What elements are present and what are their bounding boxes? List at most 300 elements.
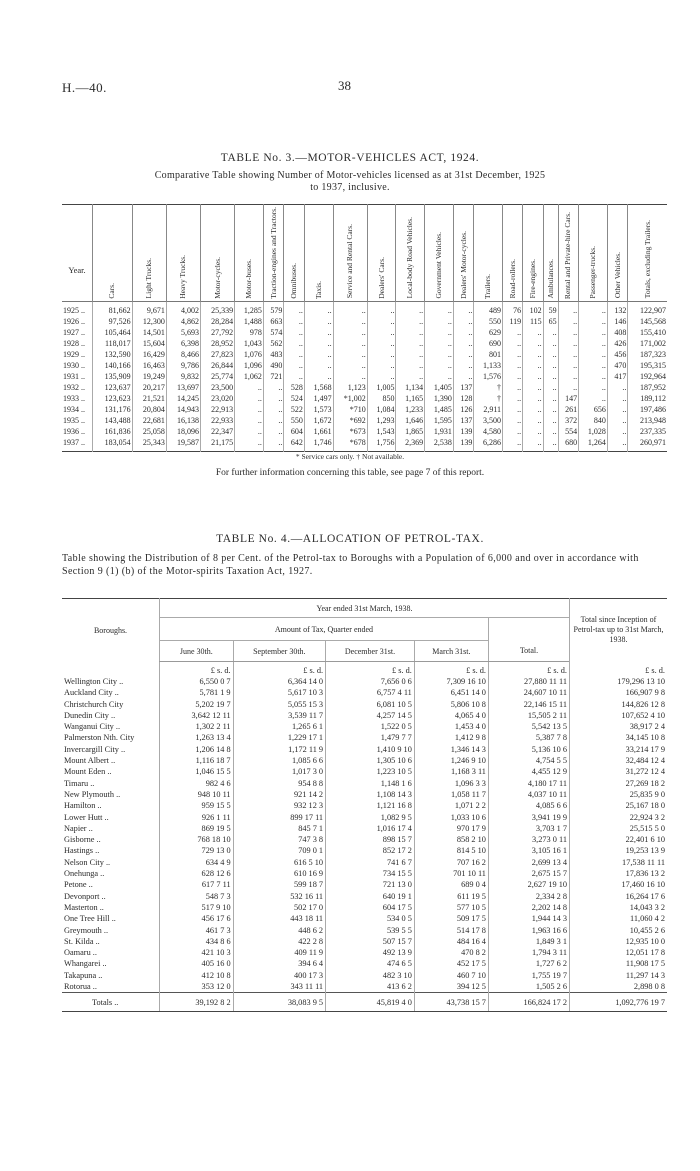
vehicle-count-cell: 147: [558, 393, 579, 404]
amount-cell: 1,033 10 6: [414, 812, 488, 823]
year-header: Year ended 31st March, 1938.: [160, 599, 570, 618]
quarter-header: September 30th.: [233, 641, 325, 662]
vehicle-count-cell: 12,300: [132, 316, 166, 327]
vehicle-count-cell: 22,913: [200, 404, 234, 415]
vehicle-count-cell: 1,573: [304, 404, 333, 415]
vehicle-count-cell: 550: [474, 316, 503, 327]
year-cell: 1936 ..: [63, 426, 85, 436]
vehicles-col-header: [543, 205, 558, 302]
amount-cell: 1,016 17 4: [326, 823, 415, 834]
amount-cell: 3,273 0 11: [488, 834, 569, 845]
col-label: Ambulances.: [545, 259, 555, 299]
col-label: Fire-engines.: [527, 259, 537, 299]
amount-cell: 17,538 11 11: [570, 857, 668, 868]
table-row: [62, 778, 667, 789]
borough-name: Palmerston Nth. City: [64, 733, 135, 743]
table-row: [62, 766, 667, 777]
table-row: [62, 857, 667, 868]
vehicle-count-cell: ..: [503, 382, 523, 393]
vehicle-count-cell: ..: [523, 327, 544, 338]
vehicle-count-cell: 27,823: [200, 349, 234, 360]
amount-cell: 31,272 12 4: [570, 766, 668, 777]
vehicle-count-cell: 1,165: [396, 393, 425, 404]
amount-cell: 640 19 1: [326, 891, 415, 902]
amount-cell: 16,264 17 6: [570, 891, 668, 902]
vehicle-count-cell: 115: [523, 316, 544, 327]
amount-cell: 1,505 2 6: [488, 981, 569, 993]
amount-cell: 599 18 7: [233, 879, 325, 890]
vehicle-count-cell: 21,521: [132, 393, 166, 404]
vehicles-col-header: [425, 205, 454, 302]
table-row: [62, 789, 667, 800]
vehicle-count-cell: ..: [333, 316, 367, 327]
amount-cell: 413 6 2: [326, 981, 415, 993]
vehicle-count-cell: ..: [396, 301, 425, 316]
vehicle-count-cell: 1,293: [367, 415, 396, 426]
vehicles-col-header: [284, 205, 305, 302]
since-inception-header: Total since Inception of Petrol-tax up to 31st March, 1938.: [570, 599, 668, 662]
year-cell: 1932 ..: [63, 382, 85, 392]
vehicle-count-cell: 1,043: [235, 338, 264, 349]
col-label: Government Vehicles.: [433, 232, 443, 299]
table-row: [62, 349, 667, 360]
vehicle-count-cell: ..: [558, 371, 579, 382]
year-cell: 1933 ..: [63, 393, 85, 403]
vehicle-count-cell: ..: [607, 404, 628, 415]
table-row: [62, 744, 667, 755]
year-cell: 1937 ..: [63, 437, 85, 447]
units-cell: £ s. d.: [414, 662, 488, 677]
year-cell: 1929 ..: [63, 349, 85, 359]
amount-cell: 3,703 1 7: [488, 823, 569, 834]
vehicle-count-cell: 1,390: [425, 393, 454, 404]
amount-cell: 1,148 1 6: [326, 778, 415, 789]
amount-cell: 10,455 2 6: [570, 925, 668, 936]
vehicle-count-cell: 261: [558, 404, 579, 415]
vehicle-count-cell: ..: [607, 382, 628, 393]
amount-cell: 3,105 16 1: [488, 845, 569, 856]
vehicle-count-cell: 76: [503, 301, 523, 316]
borough-name: Hastings ..: [64, 846, 100, 856]
vehicle-count-cell: 27,792: [200, 327, 234, 338]
vehicles-col-header: [523, 205, 544, 302]
table-row: [62, 699, 667, 710]
vehicle-count-cell: 656: [579, 404, 608, 415]
col-label: Taxis.: [313, 280, 323, 299]
vehicle-count-cell: ..: [543, 426, 558, 437]
borough-name: New Plymouth ..: [64, 789, 121, 799]
vehicle-count-cell: 195,315: [628, 360, 667, 371]
vehicle-count-cell: 81,662: [93, 301, 133, 316]
table-row: [62, 936, 667, 947]
amount-cell: 852 17 2: [326, 845, 415, 856]
amount-cell: 5,617 10 3: [233, 687, 325, 698]
vehicle-count-cell: 187,952: [628, 382, 667, 393]
col-label: Motor-cycles.: [212, 256, 222, 299]
vehicle-count-cell: 483: [263, 349, 284, 360]
vehicle-count-cell: 13,697: [166, 382, 200, 393]
vehicle-count-cell: 25,774: [200, 371, 234, 382]
vehicle-count-cell: 237,335: [628, 426, 667, 437]
vehicle-count-cell: 1,123: [333, 382, 367, 393]
vehicle-count-cell: 14,501: [132, 327, 166, 338]
units-spacer: [62, 662, 160, 677]
vehicle-count-cell: ..: [543, 371, 558, 382]
year-cell: 1926 ..: [63, 316, 85, 326]
vehicle-count-cell: 171,002: [628, 338, 667, 349]
vehicles-col-header: [235, 205, 264, 302]
vehicle-count-cell: ..: [263, 382, 284, 393]
vehicle-count-cell: ..: [304, 338, 333, 349]
table-row: [62, 710, 667, 721]
vehicles-col-header: [62, 205, 93, 302]
amount-cell: 2,334 2 8: [488, 891, 569, 902]
col-label: Heavy Trucks.: [178, 254, 188, 299]
table-row: [62, 437, 667, 452]
vehicle-count-cell: 372: [558, 415, 579, 426]
vehicle-count-cell: 155,410: [628, 327, 667, 338]
amount-cell: 5,781 1 9: [160, 687, 234, 698]
col-label: Traction-engines and Tractors.: [268, 207, 278, 299]
table-row: [62, 845, 667, 856]
vehicle-count-cell: 22,933: [200, 415, 234, 426]
borough-name: Devonport ..: [64, 891, 106, 901]
vehicle-count-cell: 123,623: [93, 393, 133, 404]
totals-cell: 166,824 17 2: [488, 993, 569, 1012]
vehicle-count-cell: 1,672: [304, 415, 333, 426]
amount-cell: 412 10 8: [160, 970, 234, 981]
vehicle-count-cell: 1,931: [425, 426, 454, 437]
borough-name: Wanganui City ..: [64, 722, 121, 732]
units-row: [62, 662, 667, 677]
vehicle-count-cell: 137: [453, 382, 474, 393]
vehicle-count-cell: 6,398: [166, 338, 200, 349]
amount-cell: 1,302 2 11: [160, 721, 234, 732]
table4-title: TABLE No. 4.—ALLOCATION OF PETROL-TAX.: [216, 533, 484, 545]
table-row: [62, 823, 667, 834]
total-header-spacer: [488, 618, 569, 641]
amount-cell: 400 17 3: [233, 970, 325, 981]
vehicle-count-cell: 3,500: [474, 415, 503, 426]
totals-cell: 38,083 9 5: [233, 993, 325, 1012]
vehicle-count-cell: 161,836: [93, 426, 133, 437]
vehicle-count-cell: 1,646: [396, 415, 425, 426]
vehicle-count-cell: ..: [579, 382, 608, 393]
table-row: [62, 902, 667, 913]
amount-cell: 3,642 12 11: [160, 710, 234, 721]
vehicle-count-cell: ..: [367, 371, 396, 382]
table-row: [62, 812, 667, 823]
amount-cell: 532 16 11: [233, 891, 325, 902]
amount-cell: 22,401 6 10: [570, 834, 668, 845]
vehicle-count-cell: ..: [425, 360, 454, 371]
quarter-header: June 30th.: [160, 641, 234, 662]
table-row: [62, 687, 667, 698]
col-label: Dealers' Cars.: [376, 256, 386, 299]
vehicle-count-cell: 137: [453, 415, 474, 426]
vehicle-count-cell: 1,756: [367, 437, 396, 452]
borough-name: One Tree Hill ..: [64, 914, 116, 924]
borough-name: St. Kilda ..: [64, 936, 100, 946]
amount-cell: 1,453 4 0: [414, 721, 488, 732]
vehicle-count-cell: ..: [367, 338, 396, 349]
vehicle-count-cell: 105,464: [93, 327, 133, 338]
amount-cell: 1,246 9 10: [414, 755, 488, 766]
amount-cell: 539 5 5: [326, 925, 415, 936]
vehicle-count-cell: ..: [367, 349, 396, 360]
quarter-header: December 31st.: [326, 641, 415, 662]
vehicle-count-cell: ..: [396, 349, 425, 360]
vehicle-count-cell: 562: [263, 338, 284, 349]
vehicle-count-cell: 489: [474, 301, 503, 316]
vehicle-count-cell: ..: [396, 360, 425, 371]
amount-cell: 689 0 4: [414, 879, 488, 890]
vehicle-count-cell: 19,249: [132, 371, 166, 382]
vehicle-count-cell: 1,661: [304, 426, 333, 437]
amount-cell: 1,017 3 0: [233, 766, 325, 777]
vehicle-count-cell: 28,952: [200, 338, 234, 349]
vehicle-count-cell: 642: [284, 437, 305, 452]
vehicle-count-cell: ..: [453, 338, 474, 349]
vehicle-count-cell: 213,948: [628, 415, 667, 426]
units-cell: £ s. d.: [326, 662, 415, 677]
table-row: [62, 371, 667, 382]
vehicles-col-header: [132, 205, 166, 302]
amount-cell: 4,455 12 9: [488, 766, 569, 777]
totals-cell: 1,092,776 19 7: [570, 993, 668, 1012]
vehicle-count-cell: 16,429: [132, 349, 166, 360]
amount-cell: 27,880 11 11: [488, 676, 569, 687]
amount-cell: 926 1 11: [160, 812, 234, 823]
vehicle-count-cell: ..: [607, 426, 628, 437]
amount-cell: 932 12 3: [233, 800, 325, 811]
vehicle-count-cell: ..: [558, 349, 579, 360]
vehicle-count-cell: 528: [284, 382, 305, 393]
amount-cell: 514 17 8: [414, 925, 488, 936]
amount-cell: 7,309 16 10: [414, 676, 488, 687]
totals-cell: 43,738 15 7: [414, 993, 488, 1012]
vehicle-count-cell: 102: [523, 301, 544, 316]
table-row: [62, 834, 667, 845]
vehicle-count-cell: 19,587: [166, 437, 200, 452]
vehicle-count-cell: ..: [284, 338, 305, 349]
vehicle-count-cell: 1,865: [396, 426, 425, 437]
amount-cell: 17,460 16 10: [570, 879, 668, 890]
amount-cell: 5,202 19 7: [160, 699, 234, 710]
units-cell: £ s. d.: [570, 662, 668, 677]
vehicle-count-cell: 850: [367, 393, 396, 404]
vehicle-count-cell: 25,058: [132, 426, 166, 437]
vehicle-count-cell: 25,343: [132, 437, 166, 452]
vehicle-count-cell: †: [474, 393, 503, 404]
amount-cell: 898 15 7: [326, 834, 415, 845]
vehicle-count-cell: 14,943: [166, 404, 200, 415]
vehicle-count-cell: ..: [503, 393, 523, 404]
vehicle-count-cell: ..: [263, 426, 284, 437]
units-cell: £ s. d.: [488, 662, 569, 677]
table-row: [62, 868, 667, 879]
vehicle-count-cell: 1,543: [367, 426, 396, 437]
vehicle-count-cell: 690: [474, 338, 503, 349]
borough-name: Mount Eden ..: [64, 767, 112, 777]
table-row: [62, 316, 667, 327]
borough-name: Masterton ..: [64, 902, 104, 912]
vehicle-count-cell: ..: [558, 316, 579, 327]
amount-cell: 4,037 10 11: [488, 789, 569, 800]
vehicle-count-cell: 1,028: [579, 426, 608, 437]
vehicle-count-cell: 189,112: [628, 393, 667, 404]
amount-cell: 1,085 6 6: [233, 755, 325, 766]
amount-cell: 353 12 0: [160, 981, 234, 993]
amount-cell: 33,214 17 9: [570, 744, 668, 755]
vehicle-count-cell: 183,054: [93, 437, 133, 452]
vehicle-count-cell: ..: [543, 404, 558, 415]
vehicle-count-cell: 260,971: [628, 437, 667, 452]
vehicle-count-cell: 1,485: [425, 404, 454, 415]
vehicle-count-cell: 26,844: [200, 360, 234, 371]
vehicle-count-cell: 522: [284, 404, 305, 415]
vehicle-count-cell: 65: [543, 316, 558, 327]
vehicle-count-cell: ..: [367, 360, 396, 371]
amount-cell: 1,794 3 11: [488, 947, 569, 958]
vehicle-count-cell: 23,500: [200, 382, 234, 393]
vehicle-count-cell: ..: [579, 316, 608, 327]
amount-cell: 5,055 15 3: [233, 699, 325, 710]
vehicle-count-cell: ..: [304, 371, 333, 382]
vehicle-count-cell: ..: [263, 404, 284, 415]
amount-cell: 869 19 5: [160, 823, 234, 834]
borough-name: Dunedin City ..: [64, 710, 116, 720]
amount-cell: 507 15 7: [326, 936, 415, 947]
page-reference: H.—40.: [62, 80, 107, 95]
vehicle-count-cell: 721: [263, 371, 284, 382]
vehicle-count-cell: ..: [503, 404, 523, 415]
table-row: [62, 879, 667, 890]
vehicle-count-cell: ..: [284, 316, 305, 327]
vehicle-count-cell: 2,369: [396, 437, 425, 452]
amount-cell: 729 13 0: [160, 845, 234, 856]
vehicle-count-cell: *678: [333, 437, 367, 452]
vehicle-count-cell: ..: [304, 316, 333, 327]
vehicle-count-cell: ..: [503, 426, 523, 437]
vehicle-count-cell: ..: [503, 360, 523, 371]
vehicle-count-cell: *692: [333, 415, 367, 426]
vehicles-col-header: [396, 205, 425, 302]
amount-cell: 1,168 3 11: [414, 766, 488, 777]
amount-cell: 38,917 2 4: [570, 721, 668, 732]
vehicle-count-cell: 9,786: [166, 360, 200, 371]
vehicle-count-cell: 4,862: [166, 316, 200, 327]
vehicle-count-cell: ..: [333, 371, 367, 382]
petrol-tax-header-row-1: [62, 599, 667, 618]
vehicle-count-cell: ..: [579, 371, 608, 382]
amount-cell: 4,180 17 11: [488, 778, 569, 789]
vehicle-count-cell: 16,138: [166, 415, 200, 426]
vehicle-count-cell: 1,568: [304, 382, 333, 393]
amount-cell: 1,944 14 3: [488, 913, 569, 924]
vehicle-count-cell: 131,176: [93, 404, 133, 415]
amount-cell: 1,206 14 8: [160, 744, 234, 755]
vehicles-col-header: [474, 205, 503, 302]
vehicle-count-cell: ..: [453, 316, 474, 327]
amount-cell: 2,699 13 4: [488, 857, 569, 868]
vehicle-count-cell: ..: [579, 360, 608, 371]
totals-label: Totals ..: [62, 993, 160, 1012]
col-label: Service and Rental Cars.: [345, 224, 355, 299]
vehicles-table-body: [62, 301, 667, 451]
vehicle-count-cell: 1,062: [235, 371, 264, 382]
amount-cell: 5,806 10 8: [414, 699, 488, 710]
vehicle-count-cell: 25,339: [200, 301, 234, 316]
amount-cell: 19,253 13 9: [570, 845, 668, 856]
vehicle-count-cell: 4,002: [166, 301, 200, 316]
amount-cell: 22,924 3 2: [570, 812, 668, 823]
vehicle-count-cell: 1,264: [579, 437, 608, 452]
vehicle-count-cell: ..: [425, 327, 454, 338]
amount-cell: 474 6 5: [326, 958, 415, 969]
amount-cell: 1,410 9 10: [326, 744, 415, 755]
vehicle-count-cell: ..: [543, 349, 558, 360]
vehicle-count-cell: 629: [474, 327, 503, 338]
col-label: Trailers.: [483, 273, 493, 299]
table-row: [62, 721, 667, 732]
vehicle-count-cell: ..: [503, 338, 523, 349]
vehicles-col-header: [579, 205, 608, 302]
amount-cell: 460 7 10: [414, 970, 488, 981]
vehicle-count-cell: 579: [263, 301, 284, 316]
petrol-tax-body: [62, 662, 667, 1012]
amount-cell: 482 3 10: [326, 970, 415, 981]
vehicles-col-header: [200, 205, 234, 302]
borough-name: Lower Hutt ..: [64, 812, 109, 822]
vehicle-count-cell: 139: [453, 437, 474, 452]
amount-cell: 2,202 14 8: [488, 902, 569, 913]
borough-name: Petone ..: [64, 880, 93, 890]
borough-name: Whangarei ..: [64, 959, 107, 969]
table-row: [62, 338, 667, 349]
vehicle-count-cell: *673: [333, 426, 367, 437]
boroughs-header: Boroughs.: [93, 625, 128, 635]
amount-cell: 634 4 9: [160, 857, 234, 868]
vehicle-count-cell: 18,096: [166, 426, 200, 437]
amount-cell: 4,085 6 6: [488, 800, 569, 811]
vehicle-count-cell: ..: [523, 393, 544, 404]
vehicle-count-cell: 192,964: [628, 371, 667, 382]
amount-cell: 2,898 0 8: [570, 981, 668, 993]
vehicle-count-cell: 139: [453, 426, 474, 437]
amount-cell: 34,145 10 8: [570, 732, 668, 743]
col-label: Light Trucks.: [144, 258, 154, 299]
vehicle-count-cell: 132: [607, 301, 628, 316]
amount-cell: 709 0 1: [233, 845, 325, 856]
totals-row: [62, 993, 667, 1012]
amount-cell: 548 7 3: [160, 891, 234, 902]
vehicle-count-cell: 8,466: [166, 349, 200, 360]
vehicle-count-cell: ..: [543, 393, 558, 404]
amount-cell: 24,607 10 11: [488, 687, 569, 698]
vehicle-count-cell: ..: [543, 415, 558, 426]
col-label: Other Vehicles.: [612, 252, 622, 299]
amount-cell: 1,108 14 3: [326, 789, 415, 800]
amount-header: Amount of Tax, Quarter ended: [160, 618, 489, 641]
vehicle-count-cell: 524: [284, 393, 305, 404]
borough-name: Onehunga ..: [64, 869, 105, 879]
vehicle-count-cell: ..: [425, 338, 454, 349]
vehicle-count-cell: ..: [235, 437, 264, 452]
table-row: [62, 947, 667, 958]
vehicle-count-cell: 574: [263, 327, 284, 338]
vehicle-count-cell: ..: [579, 301, 608, 316]
